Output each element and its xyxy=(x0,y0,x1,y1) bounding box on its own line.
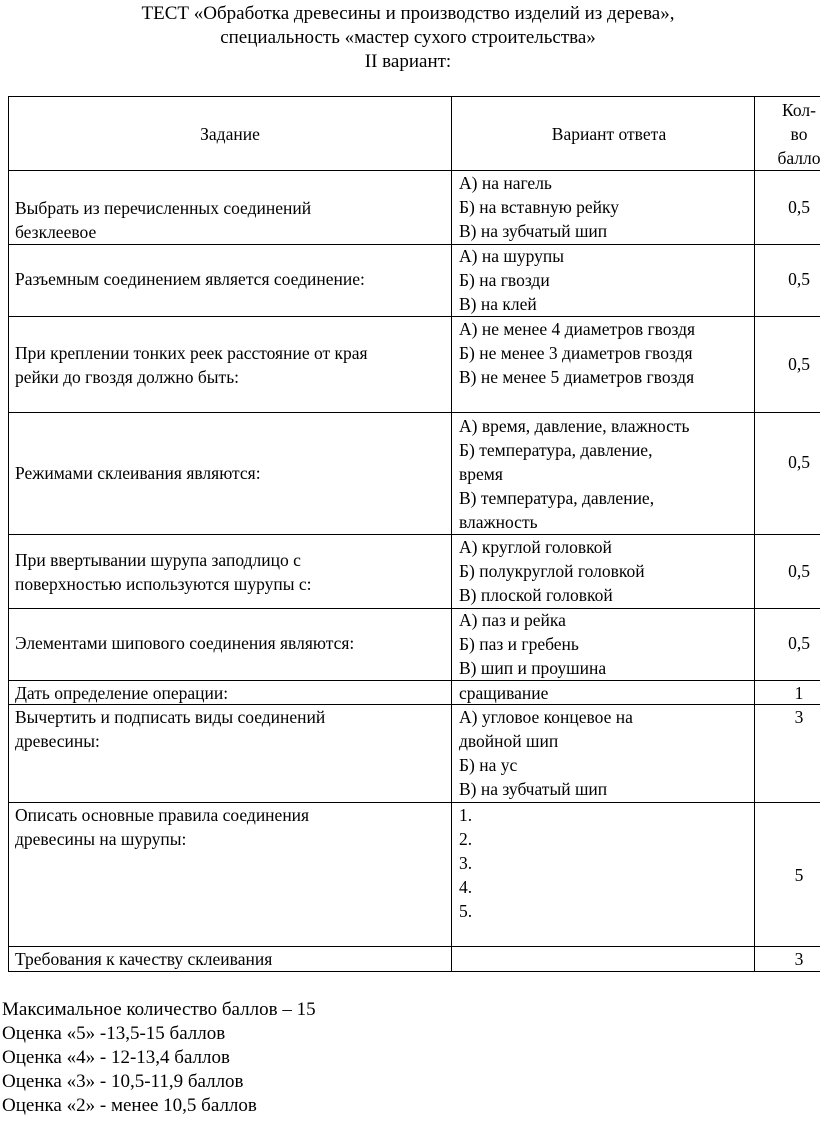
points-cell: 3 xyxy=(794,707,804,727)
test-table xyxy=(8,96,820,972)
points-cell: 0,5 xyxy=(788,452,810,472)
table-rule xyxy=(8,96,820,97)
task-cell: Требования к качеству склеивания xyxy=(15,949,273,969)
points-cell: 0,5 xyxy=(788,269,810,289)
header-task: Задание xyxy=(200,124,260,144)
grade-2: Оценка «2» - менее 10,5 баллов xyxy=(2,1095,257,1116)
points-cell: 0,5 xyxy=(788,561,810,581)
answer-cell: сращивание xyxy=(459,683,549,703)
task-cell: Вычертить и подписать виды соединений древесины: xyxy=(15,707,326,751)
table-rule xyxy=(8,971,820,972)
task-cell: Режимами склеивания являются: xyxy=(15,463,261,483)
answer-cell: А) время, давление, влажность Б) температура, давление, время В) температура, давление, влажность xyxy=(459,416,690,532)
table-rule xyxy=(451,96,452,972)
title-line-3: II вариант: xyxy=(364,51,452,72)
points-cell: 0,5 xyxy=(788,197,810,217)
table-rule xyxy=(8,412,820,413)
answer-cell: 1. 2. 3. 4. 5. xyxy=(459,805,473,921)
task-cell: Элементами шипового соединения являются: xyxy=(15,633,355,653)
document-title xyxy=(0,2,816,74)
task-cell: При ввертывании шурупа заподлицо с поверхностью используются шурупы с: xyxy=(15,550,312,594)
task-cell: Выбрать из перечисленных соединений безклеевое xyxy=(15,198,312,242)
title-line-2: специальность «мастер сухого строительства» xyxy=(220,27,596,48)
answer-cell: А) паз и рейка Б) паз и гребень В) шип и проушина xyxy=(459,610,607,678)
task-cell: Дать определение операции: xyxy=(15,683,229,703)
task-cell: При креплении тонких реек расстояние от края рейки до гвоздя должно быть: xyxy=(15,343,368,387)
answer-cell: А) круглой головкой Б) полукруглой головкой В) плоской головкой xyxy=(459,537,645,605)
header-points: Кол- во балло xyxy=(777,100,821,168)
points-cell: 0,5 xyxy=(788,633,810,653)
task-cell: Разъемным соединением является соединение: xyxy=(15,269,365,289)
grading-scale xyxy=(2,998,316,1118)
answer-cell: А) на шурупы Б) на гвозди В) на клей xyxy=(459,246,564,314)
grade-3: Оценка «3» - 10,5-11,9 баллов xyxy=(2,1071,244,1092)
grade-5: Оценка «5» -13,5-15 баллов xyxy=(2,1023,226,1044)
grade-4: Оценка «4» - 12-13,4 баллов xyxy=(2,1047,230,1068)
header-answer: Вариант ответа xyxy=(551,124,667,144)
points-cell: 5 xyxy=(794,865,804,885)
max-score: Максимальное количество баллов – 15 xyxy=(2,999,316,1020)
points-cell: 1 xyxy=(794,683,804,703)
points-cell: 0,5 xyxy=(788,354,810,374)
task-cell: Описать основные правила соединения древесины на шурупы: xyxy=(15,805,310,849)
table-rule xyxy=(8,96,9,972)
points-cell: 3 xyxy=(794,949,804,969)
answer-cell: А) не менее 4 диаметров гвоздя Б) не менее 3 диаметров гвоздя В) не менее 5 диаметров гвоздя xyxy=(459,319,696,387)
answer-cell: А) угловое концевое на двойной шип Б) на ус В) на зубчатый шип xyxy=(459,707,633,799)
answer-cell: А) на нагель Б) на вставную рейку В) на зубчатый шип xyxy=(459,173,620,241)
title-line-1: ТЕСТ «Обработка древесины и производство изделий из дерева», xyxy=(141,3,675,24)
